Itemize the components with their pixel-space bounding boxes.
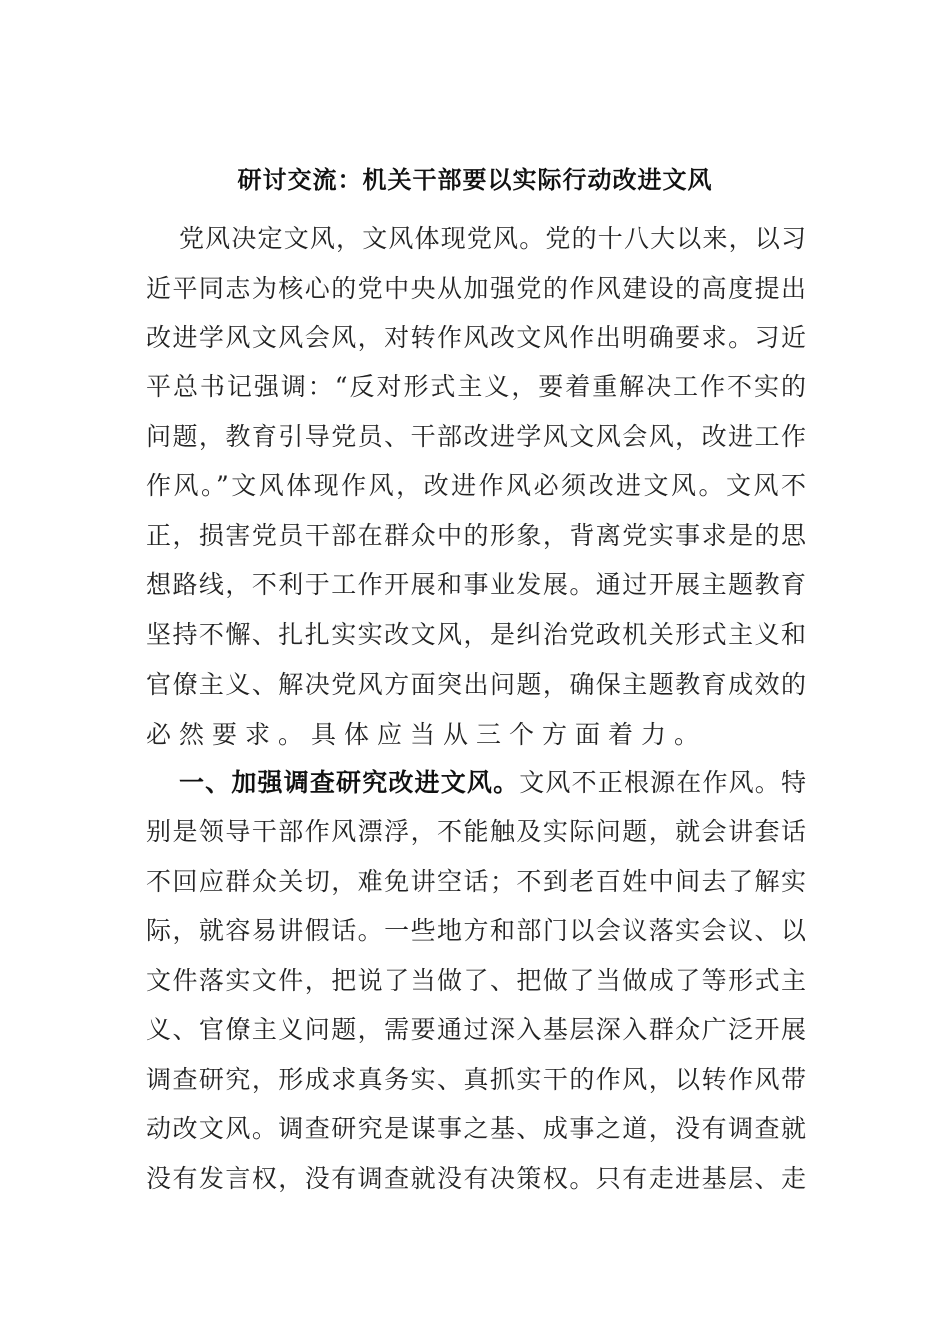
text-line: 必然要求。具体应当从三个方面着力。 (146, 720, 708, 749)
text-line: 作风。”文风体现作风，改进作风必须改进文风。文风不 (146, 471, 806, 500)
text-line: 党风决定文风，文风体现党风。党的十八大以来，以习 (179, 224, 806, 253)
text-line: 调查研究，形成求真务实、真抓实干的作风，以转作风带 (146, 1065, 806, 1094)
text-run: 文风不正根源在作风。特 (519, 768, 806, 797)
text-line: 文件落实文件，把说了当做了、把做了当做成了等形式主 (146, 966, 806, 995)
text-line (179, 766, 806, 800)
text-line: 问题，教育引导党员、干部改进学风文风会风，改进工作 (146, 422, 806, 451)
text-line: 动改文风。调查研究是谋事之基、成事之道，没有调查就 (146, 1114, 806, 1143)
text-line: 别是领导干部作风漂浮，不能触及实际问题，就会讲套话 (146, 817, 806, 846)
document-title: 研讨交流：机关干部要以实际行动改进文风 (237, 166, 713, 194)
section-heading: 一、加强调查研究改进文风。 (179, 768, 520, 797)
text-line: 想路线，不利于工作开展和事业发展。通过开展主题教育 (146, 570, 806, 599)
text-line: 近平同志为核心的党中央从加强党的作风建设的高度提出 (146, 274, 806, 303)
text-line: 没有发言权，没有调查就没有决策权。只有走进基层、走 (146, 1164, 806, 1193)
text-line: 平总书记强调：“反对形式主义，要着重解决工作不实的 (146, 372, 806, 401)
text-line: 不回应群众关切，难免讲空话；不到老百姓中间去了解实 (146, 867, 806, 896)
text-line: 改进学风文风会风，对转作风改文风作出明确要求。习近 (146, 323, 806, 352)
text-line: 坚持不懈、扎扎实实改文风，是纠治党政机关形式主义和 (146, 620, 806, 649)
text-line: 官僚主义、解决党风方面突出问题，确保主题教育成效的 (146, 670, 806, 699)
text-line: 义、官僚主义问题，需要通过深入基层深入群众广泛开展 (146, 1015, 806, 1044)
text-line: 正，损害党员干部在群众中的形象，背离党实事求是的思 (146, 521, 806, 550)
text-line: 际，就容易讲假话。一些地方和部门以会议落实会议、以 (146, 916, 806, 945)
